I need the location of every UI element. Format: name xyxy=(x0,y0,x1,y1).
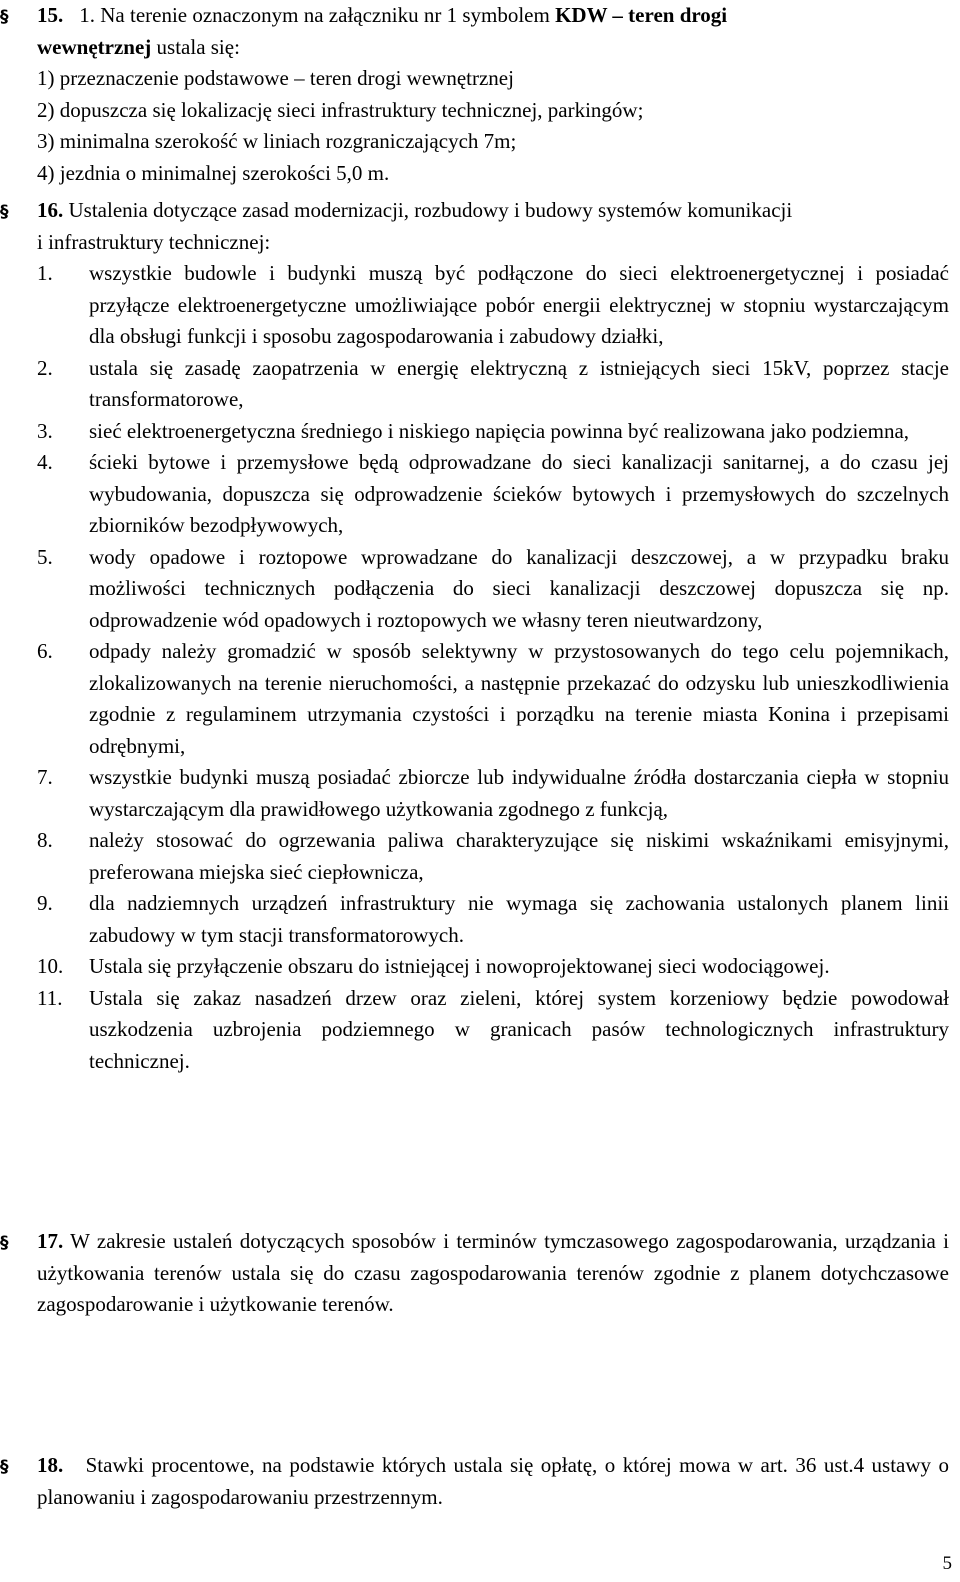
list-item-number: 8. xyxy=(37,828,53,852)
list-item xyxy=(37,951,949,983)
section-15-intro-rest: ustala się: xyxy=(151,34,240,59)
section-16-heading xyxy=(0,195,949,227)
list-item: 2) dopuszcza się lokalizację sieci infrastruktury technicznej, parkingów; xyxy=(37,97,644,122)
list-item: 4) jezdnia o minimalnej szerokości 5,0 m. xyxy=(37,160,390,185)
section-15 xyxy=(0,0,949,189)
list-item-number: 6. xyxy=(37,639,53,663)
list-item-number: 5. xyxy=(37,544,53,569)
list-item-text: odpady należy gromadzić w sposób selektywny w przystosowanych do tego celu pojemnikach, zlokalizowanych na terenie nieruchomości, a następnie przekazać do odzysku lub unieszkodliwienia zgodnie z regulaminem utrzymania czystości i porządku na terenie miasta Konina i przepisami odrębnymi, xyxy=(89,639,949,758)
list-item-text: dla nadziemnych urządzeń infrastruktury nie wymaga się zachowania ustalonych planem linii zabudowy w tym stacji transformatorowych. xyxy=(89,891,949,947)
list-item: 1) przeznaczenie podstawowe – teren drogi wewnętrznej xyxy=(37,66,514,90)
section-15-intro-bold: wewnętrznej xyxy=(37,34,152,59)
section-16-heading-line2: i infrastruktury technicznej: xyxy=(37,229,271,254)
section-mark: § xyxy=(0,7,9,27)
section-number: 15. xyxy=(37,3,64,27)
section-16-list xyxy=(37,258,949,1077)
list-item xyxy=(37,983,949,1078)
section-18 xyxy=(0,1450,949,1513)
list-item-number: 2. xyxy=(37,355,53,380)
list-item xyxy=(37,888,949,951)
list-item xyxy=(37,258,949,353)
section-17-text: W zakresie ustaleń dotyczących sposobów i terminów tymczasowego zagospodarowania, urządzania i użytkowania terenów ustala się do czasu zagospodarowania terenów zgodnie z planem dotychczasowe zagospodarowanie i użytkowanie terenów. xyxy=(37,1229,949,1316)
list-item-number: 7. xyxy=(37,765,53,789)
list-item xyxy=(37,416,949,448)
list-item-number: 11. xyxy=(37,985,63,1010)
list-item-text: wody opadowe i roztopowe wprowadzane do kanalizacji deszczowej, a w przypadku braku możliwości technicznych podłączenia do sieci kanalizacji deszczowej dopuszcza się np. odprowadzenie wód opadowych i roztopowych we własny teren nieutwardzony, xyxy=(89,544,949,632)
list-item-number: 1. xyxy=(37,261,53,285)
list-item-text: wszystkie budynki muszą posiadać zbiorcze lub indywidualne źródła dostarczania ciepła w stopniu wystarczającym dla prawidłowego użytkowania zgodnego z funkcją, xyxy=(89,765,949,821)
list-item-text: wszystkie budowle i budynki muszą być podłączone do sieci elektroenergetycznej i posiadać przyłącze elektroenergetyczne umożliwiające pobór energii elektrycznej w stopniu wystarczającym dla obsługi funkcji i sposobu zagospodarowania i zabudowy działki, xyxy=(89,261,949,348)
section-18-text: Stawki procentowe, na podstawie których ustala się opłatę, o której mowa w art. 36 ust.4 ustawy o planowaniu i zagospodarowaniu przestrzennym. xyxy=(37,1453,949,1509)
list-item xyxy=(37,447,949,542)
section-16 xyxy=(0,195,949,258)
list-item xyxy=(37,542,949,637)
section-mark: § xyxy=(0,1457,9,1477)
section-15-heading xyxy=(0,0,949,32)
list-item-text: ustala się zasadę zaopatrzenia w energię elektryczną z istniejących sieci 15kV, poprzez stacje transformatorowe, xyxy=(89,355,949,411)
list-item: 3) minimalna szerokość w liniach rozgraniczających 7m; xyxy=(37,129,517,153)
section-number: 17. xyxy=(37,1229,64,1253)
list-item xyxy=(37,762,949,825)
list-item-number: 4. xyxy=(37,450,53,474)
section-18-text-block xyxy=(0,1450,949,1513)
section-17-text-block xyxy=(0,1226,949,1321)
section-number: 16. xyxy=(37,198,64,222)
list-item-text: ścieki bytowe i przemysłowe będą odprowadzane do sieci kanalizacji sanitarnej, a do czasu jej wybudowania, dopuszcza się odprowadzenie ścieków bytowych i przemysłowych do szczelnych zbiorników bezodpływowych, xyxy=(89,450,949,537)
list-item-number: 10. xyxy=(37,954,64,978)
list-item-text: Ustala się zakaz nasadzeń drzew oraz zieleni, której system korzeniowy będzie powodował uszkodzenia uzbrojenia podziemnego w granicach pasów technologicznych infrastruktury technicznej. xyxy=(89,985,949,1073)
list-item-number: 3. xyxy=(37,418,53,443)
section-15-intro: 1. Na terenie oznaczonym na załączniku nr 1 symbolem xyxy=(79,3,556,27)
list-item xyxy=(37,825,949,888)
list-item-text: należy stosować do ogrzewania paliwa charakteryzujące się niskimi wskaźnikami emisyjnymi, preferowana miejska sieć ciepłownicza, xyxy=(89,828,949,884)
list-item-number: 9. xyxy=(37,891,53,915)
list-item-text: sieć elektroenergetyczna średniego i niskiego napięcia powinna być realizowana jako podziemna, xyxy=(89,418,910,443)
section-number: 18. xyxy=(37,1453,64,1477)
list-item xyxy=(37,353,949,416)
section-mark: § xyxy=(0,202,9,222)
section-15-list xyxy=(37,63,949,189)
section-17 xyxy=(0,1226,949,1321)
list-item-text: Ustala się przyłączenie obszaru do istniejącej i nowoprojektowanej sieci wodociągowej. xyxy=(89,954,830,978)
section-15-intro-line2 xyxy=(37,32,949,64)
section-16-heading-text: Ustalenia dotyczące zasad modernizacji, rozbudowy i budowy systemów komunikacji xyxy=(68,198,793,222)
section-mark: § xyxy=(0,1233,9,1253)
section-15-symbol: KDW – teren drogi xyxy=(555,3,728,27)
list-item xyxy=(37,636,949,762)
page-number: 5 xyxy=(942,1553,952,1574)
